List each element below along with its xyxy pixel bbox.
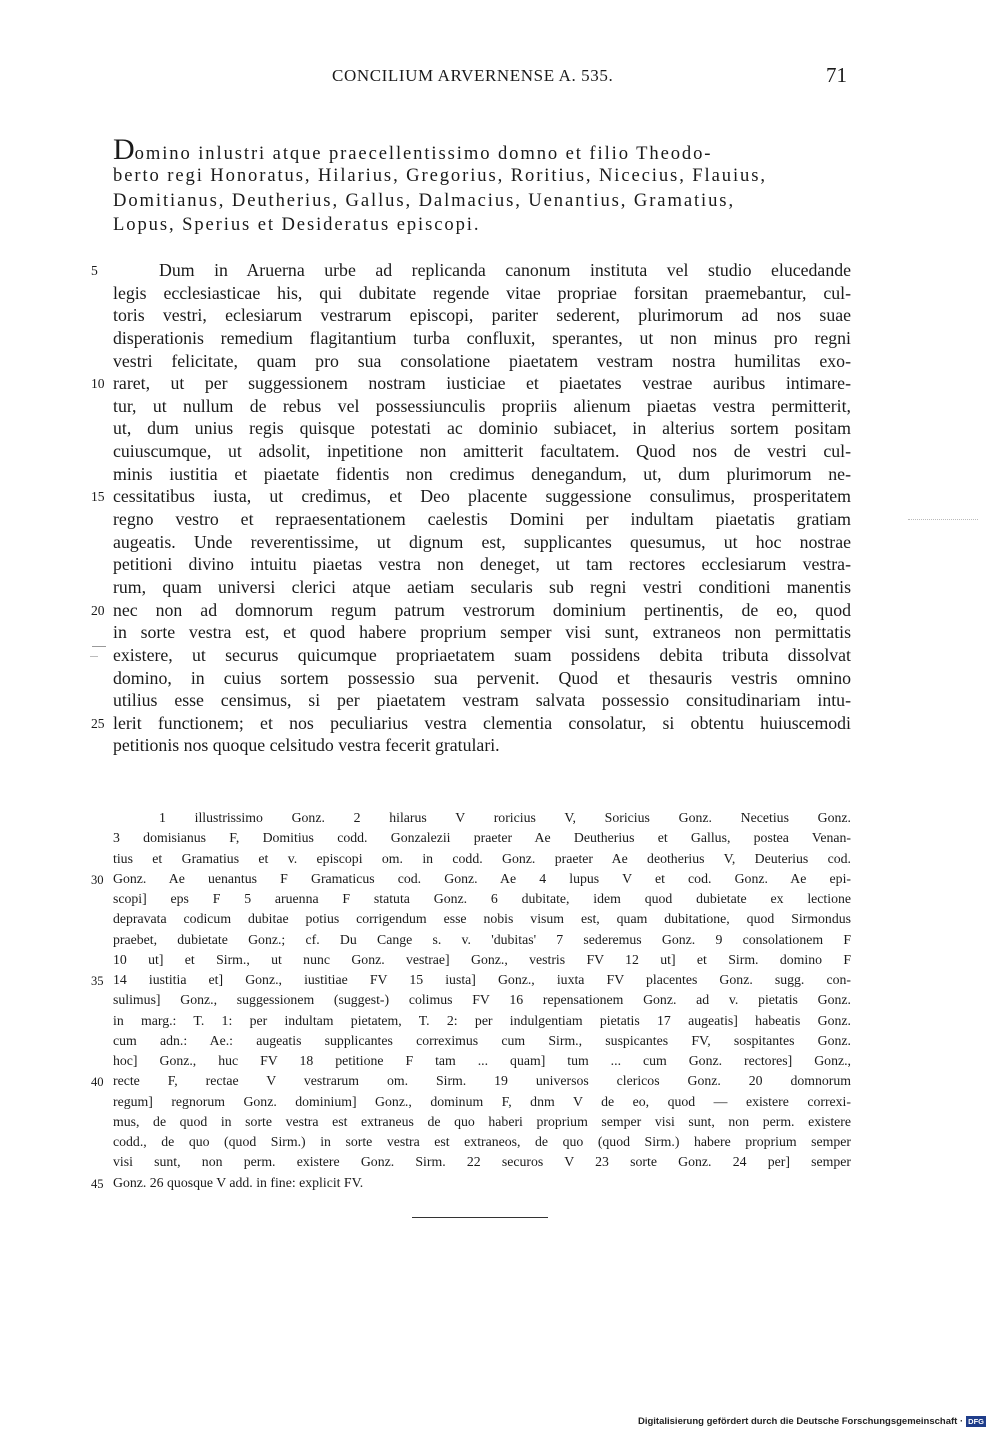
footnote-line: [113, 930, 851, 950]
footnote-line-text: mus, de quod in sorte vestra est extraneus de quo haberi proprium semper visi sunt, non perm. existere: [113, 1113, 851, 1129]
address-line: berto regi Honoratus, Hilarius, Gregorius, Roritius, Nicecius, Flauius,: [113, 165, 767, 187]
footnote-line-text: recte F, rectae V vestrarum om. Sirm. 19 universos clericos Gonz. 20 domnorum: [113, 1073, 851, 1089]
body-line-text: toris vestri, eclesiarum vestrarum episcopi, pariter sederent, plurimorum ad nos suae: [113, 305, 851, 326]
footnote-line: [113, 909, 851, 929]
footnote-line: [113, 828, 851, 848]
body-line: [91, 259, 851, 282]
footnote-line: [113, 1132, 851, 1152]
body-line-text: cessitatibus iusta, ut credimus, et Deo placente suggessione consulimus, prosperitatem: [113, 486, 851, 507]
body-line: [113, 531, 851, 554]
line-number: 10: [91, 376, 105, 392]
footnote-line: [113, 950, 851, 970]
body-line: [113, 440, 851, 463]
body-line: [113, 689, 851, 712]
body-line-text: in sorte vestra est, et quod habere proprium semper visi sunt, extraneos non permittatis: [113, 622, 851, 643]
scan-mark: [908, 519, 978, 521]
line-number: 40: [91, 1075, 104, 1090]
body-line-text: rum, quam universi clerici atque aetiam secularis sub regni vestri conditioni manentis: [113, 576, 851, 597]
address-line: [113, 133, 849, 166]
critical-apparatus: [91, 808, 851, 1193]
body-line-text: ut, dum unius regis quisque potestati ac dominio subiacet, in alterius sortem positam: [113, 418, 851, 439]
body-line: [113, 644, 851, 667]
address-line: Lopus, Sperius et Desideratus episcopi.: [113, 214, 481, 236]
body-line-text: domino, in cuius sortem possessio sua pervenit. Quod et thesauris vestris omnino: [113, 667, 851, 688]
line-number: 20: [91, 602, 105, 618]
body-line: [113, 350, 851, 373]
footnote-line-text: visi sunt, non perm. existere Gonz. Sirm. 22 securos V 23 sorte Gonz. 24 per] semper: [113, 1154, 851, 1170]
footnote-line-text: hoc] Gonz., huc FV 18 petitione F tam ... quam] tum ... cum Gonz. rectores] Gonz.,: [113, 1053, 851, 1068]
footnote-line: [113, 1011, 851, 1031]
footnote-line: [113, 1051, 851, 1071]
footnote-line: [113, 1112, 851, 1132]
line-number: 15: [91, 489, 105, 505]
body-line: [91, 485, 851, 508]
footnote-line-text: praebet, dubietate Gonz.; cf. Du Cange s. v. 'dubitas' 7 sederemus Gonz. 9 consolationem F: [113, 931, 851, 947]
page-header: [0, 63, 1000, 96]
body-line: [113, 576, 851, 599]
footnote-line: [113, 889, 851, 909]
main-letter-text: [91, 259, 851, 757]
footnote-line: [113, 1152, 851, 1172]
body-line-text: cuiuscumque, ut adsolit, inpetitione non amitterit facultatem. Quod nos de vestri cul-: [113, 441, 851, 462]
digitization-credit: [638, 1416, 986, 1427]
body-line-text: regno vestro et repraesentationem caelestis Domini per indultam piaetatis gratiam: [113, 509, 851, 530]
scan-mark: [92, 646, 106, 647]
footnote-line: [113, 1031, 851, 1051]
footnote-line: [91, 1173, 851, 1193]
footnote-line-text: 1 illustrissimo Gonz. 2 hilarus V roricius V, Soricius Gonz. Necetius Gonz.: [159, 810, 851, 825]
line-number: 25: [91, 715, 105, 731]
footnote-line-text: depravata codicum dubitae potius corrigendum esse nobis visum est, quam dubitatione, quod Sirmondus: [113, 911, 851, 927]
body-line-text: legis ecclesiasticae his, qui dubitate regende vitae propriae forsitan praemebantur, cul-: [113, 282, 851, 303]
body-line-text: lerit functionem; et nos peculiarius vestra clementia consolatur, si obtentu huiuscemodi: [113, 712, 851, 733]
footnote-line: [113, 849, 851, 869]
line-number: 5: [91, 263, 98, 278]
body-line-text: existere, ut securus quicumque propriaetatem suam possidens debita tributa dissolvat: [113, 644, 851, 665]
body-line-text: nec non ad domnorum regum patrum vestrorum dominium pertinentis, de eo, quod: [113, 599, 851, 620]
body-line-text: utilius esse censimus, si per piaetatem vestram salvata possessio consitudinariam intu-: [113, 690, 851, 711]
dfg-logo: DFG: [968, 1417, 984, 1426]
footnote-line-text: sulimus] Gonz., suggessionem (suggest-) colimus FV 16 repensationem Gonz. ad v. pietatis Gonz.: [113, 992, 851, 1008]
body-line: [113, 395, 851, 418]
body-line: [113, 327, 851, 350]
footnote-line-text: Gonz. Ae uenantus F Gramaticus cod. Gonz. Ae 4 lupus V et cod. Gonz. Ae epi-: [113, 870, 851, 886]
body-line-text: disperationis remedium flagitantium turba confluxit, sperantes, ut non minus pro regni: [113, 327, 851, 348]
body-line: [113, 734, 851, 757]
body-line: [91, 712, 851, 735]
body-line: [113, 621, 851, 644]
footnote-line-text: 14 iustitia et] Gonz., iustitiae FV 15 iusta] Gonz., iuxta FV placentes Gonz. sugg. con-: [113, 972, 851, 987]
line-number: 45: [91, 1176, 104, 1191]
footnote-line-text: in marg.: T. 1: per indultam pietatem, T. 2: per indulgentiam pietatis 17 augeatis] habeatis Gonz.: [113, 1012, 851, 1028]
body-line: [113, 667, 851, 690]
body-line-text: petitionis nos quoque celsitudo vestra fecerit gratulari.: [113, 735, 500, 756]
body-line-text: tur, ut nullum de rebus vel possessiunculis propriis alienum piaetas vestra permitterit,: [113, 395, 851, 416]
body-line: [91, 372, 851, 395]
footnote-line: [113, 990, 851, 1010]
footnote-line-text: scopi] eps F 5 aruenna F statuta Gonz. 6 dubitate, idem quod dubietate ex lectione: [113, 891, 851, 906]
footnote-line: [113, 1092, 851, 1112]
credit-text: Digitalisierung gefördert durch die Deutsche Forschungsgemeinschaft ·: [637, 1416, 964, 1427]
decorated-initial: D: [113, 133, 135, 166]
body-line-text: minis iustitia et piaetate fidentis non credimus denegandum, ut, dum plurimorum ne-: [113, 463, 851, 484]
address-line: Domitianus, Deutherius, Gallus, Dalmacius, Uenantius, Gramatius,: [113, 189, 735, 211]
footnote-line: [91, 970, 851, 990]
line-number: 30: [91, 872, 104, 887]
address-line-text: omino inlustri atque praecellentissimo domno et filio Theodo-: [134, 143, 713, 164]
footnote-line: [91, 1071, 851, 1091]
body-line-text: petitioni divino intuitu piaetas vestra non deneget, ut tam rectores ecclesiarum vestra-: [113, 554, 851, 575]
footnote-line-text: regum] regnorum Gonz. dominium] Gonz., dominum F, dnm V de eo, quod — existere correxi-: [113, 1093, 851, 1109]
footnote-line-text: tius et Gramatius et v. episcopi om. in codd. Gonz. praeter Ae deotherius V, Deuterius cod.: [113, 850, 851, 866]
scan-mark: [90, 656, 98, 657]
body-line: [113, 508, 851, 531]
footnote-line: [91, 869, 851, 889]
footnote-line-text: cum adn.: Ae.: augeatis supplicantes correximus cum Sirm., suspicantes FV, sospitantes Gonz.: [113, 1032, 851, 1048]
body-line: [113, 304, 851, 327]
footnote-line-text: Gonz. 26 quosque V add. in fine: explicit FV.: [113, 1174, 364, 1190]
footnote-line: [113, 808, 851, 828]
body-line: [91, 599, 851, 622]
footnote-line-text: 10 ut] et Sirm., ut nunc Gonz. vestrae] Gonz., vestris FV 12 ut] et Sirm. domino F: [113, 951, 851, 967]
salutation-address: [113, 133, 849, 238]
running-head: CONCILIUM ARVERNENSE A. 535.: [332, 66, 614, 85]
line-number: 35: [91, 974, 104, 988]
page-number: 71: [826, 63, 847, 87]
body-line-text: vestri felicitate, quam pro sua consolatione piaetatem vestram nostra humilitas exo-: [113, 350, 851, 371]
footnote-line-text: 3 domisianus F, Domitius codd. Gonzalezii praeter Ae Deutherius et Gallus, postea Venan-: [113, 830, 851, 846]
body-line: [113, 463, 851, 486]
body-line-text: Dum in Aruerna urbe ad replicanda canonum instituta vel studio elucedande: [159, 260, 851, 280]
end-rule: [412, 1217, 548, 1218]
body-line-text: raret, ut per suggessionem nostram iusticiae et piaetates vestrae auribus intimare-: [113, 373, 851, 394]
body-line-text: augeatis. Unde reverentissime, ut dignum est, supplicantes quesumus, ut hoc nostrae: [113, 531, 851, 552]
body-line: [113, 282, 851, 305]
body-line: [113, 553, 851, 576]
body-line: [113, 417, 851, 440]
footnote-line-text: codd., de quo (quod Sirm.) in sorte vestra est extraneos, de quo (quod Sirm.) habere proprium semper: [113, 1134, 851, 1149]
